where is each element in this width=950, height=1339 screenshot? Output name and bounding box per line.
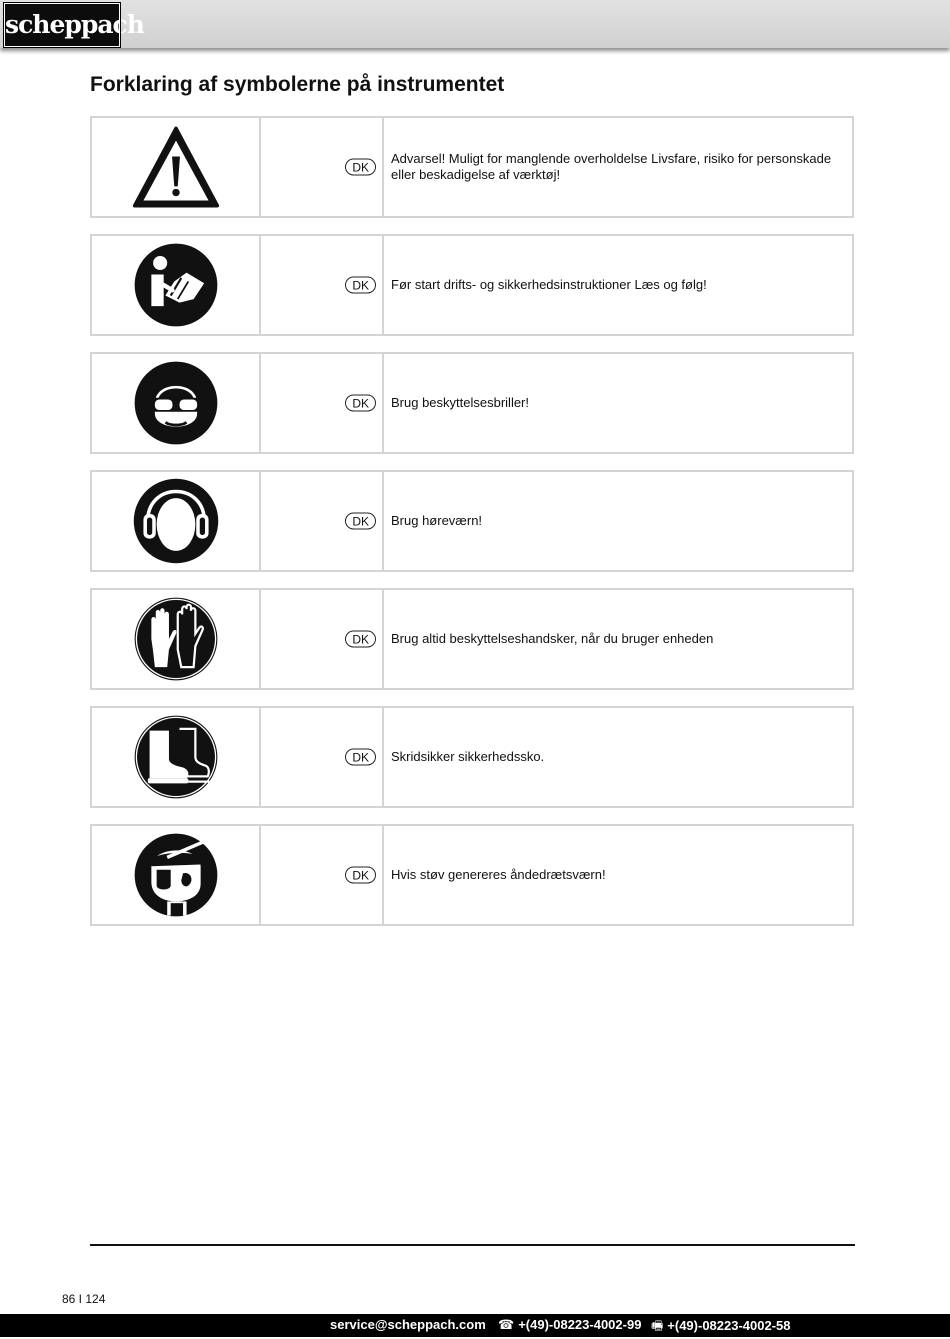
symbol-description: Brug beskyttelsesbriller! [391, 395, 529, 410]
language-badge: DK [345, 749, 376, 766]
language-badge: DK [345, 867, 376, 884]
symbol-description: Brug altid beskyttelseshandsker, når du bruger enheden [391, 631, 714, 646]
symbol-description: Før start drifts- og sikkerhedsinstruktioner Læs og følg! [391, 277, 707, 292]
service-email[interactable]: service@scheppach.com [330, 1317, 486, 1332]
symbol-row [90, 706, 854, 808]
symbol-row [90, 824, 854, 926]
symbol-description: Advarsel! Muligt for manglende overholdelse Livsfare, risiko for personskade eller beskadigelse af værktøj! [391, 151, 832, 182]
symbol-row [90, 588, 854, 690]
page-header [0, 0, 950, 48]
scheppach-logo: scheppach [4, 3, 120, 47]
symbol-description: Brug høreværn! [391, 513, 483, 528]
fax-number[interactable]: +(49)-08223-4002-58 [667, 1318, 791, 1333]
respirator-icon [132, 831, 220, 919]
language-badge: DK [345, 159, 376, 176]
symbol-row [90, 470, 854, 572]
language-badge: DK [345, 395, 376, 412]
symbol-row [90, 234, 854, 336]
footer-bar [0, 1314, 950, 1337]
fax-icon: 🖷 [651, 1319, 664, 1334]
phone-icon: ☎ [498, 1318, 515, 1333]
read-manual-icon [132, 241, 220, 329]
safety-boots-icon [132, 713, 220, 801]
page-number: 86 I 124 [62, 1292, 106, 1306]
protective-gloves-icon [132, 595, 220, 683]
symbol-row [90, 352, 854, 454]
language-badge: DK [345, 513, 376, 530]
symbol-row [90, 116, 854, 218]
safety-goggles-icon [132, 359, 220, 447]
symbol-description: Skridsikker sikkerhedssko. [391, 749, 545, 764]
warning-triangle-icon [132, 123, 220, 211]
symbol-description: Hvis støv genereres åndedrætsværn! [391, 867, 606, 882]
footer-divider [90, 1244, 855, 1246]
phone-number[interactable]: +(49)-08223-4002-99 [518, 1317, 642, 1332]
page-title: Forklaring af symbolerne på instrumentet [90, 73, 505, 96]
language-badge: DK [345, 277, 376, 294]
language-badge: DK [345, 631, 376, 648]
ear-protection-icon [132, 477, 220, 565]
